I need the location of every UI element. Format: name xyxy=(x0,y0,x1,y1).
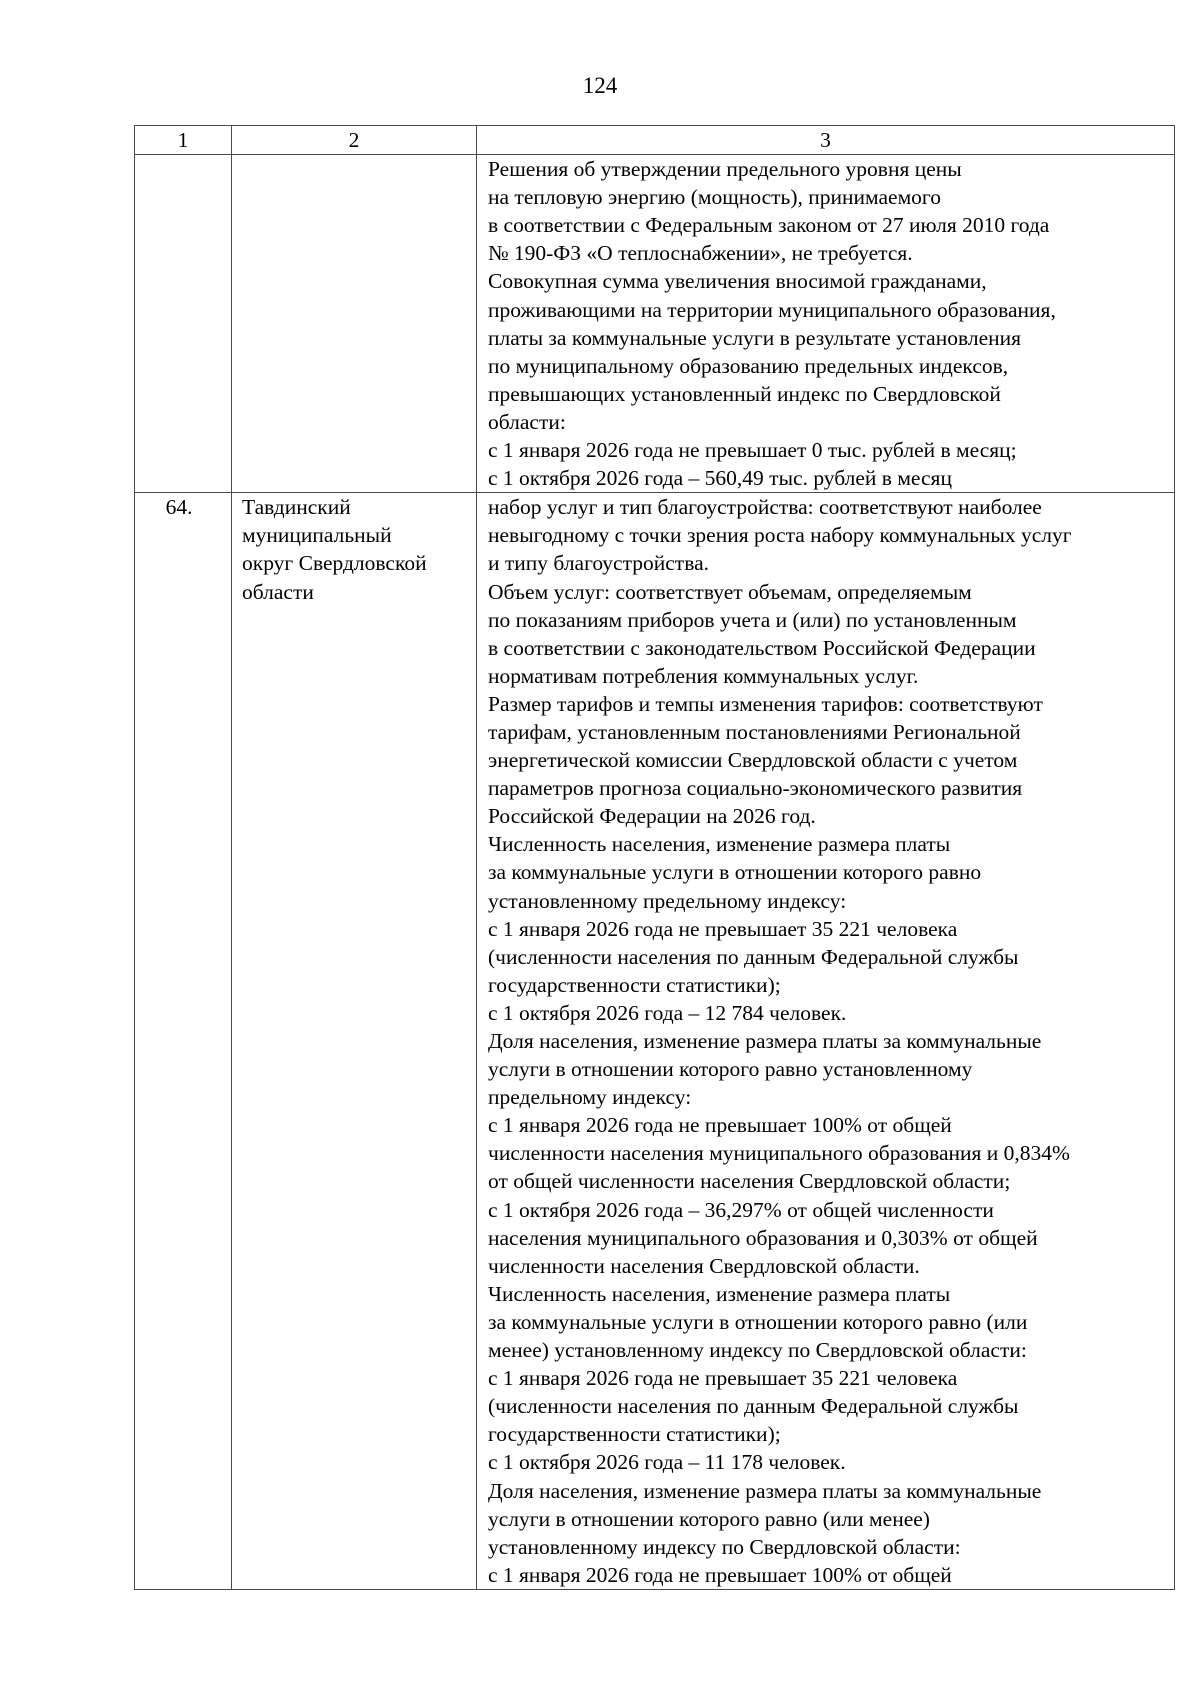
table-row xyxy=(135,493,1175,1590)
description-line: численности населения Свердловской области. xyxy=(488,1253,920,1278)
page-number: 124 xyxy=(582,73,618,98)
description-line: населения муниципального образования и 0,303% от общей xyxy=(488,1225,1038,1250)
description-line: предельному индексу: xyxy=(488,1085,692,1110)
description-line: Численность населения, изменение размера платы xyxy=(488,1281,951,1306)
municipality-name-line: округ Свердловской xyxy=(242,551,427,576)
description-line: параметров прогноза социально-экономического развития xyxy=(488,776,1023,801)
description-line: с 1 января 2026 года не превышает 100% от общей xyxy=(488,1113,952,1138)
row-description xyxy=(477,155,1175,493)
description-line: с 1 января 2026 года не превышает 0 тыс. рублей в месяц; xyxy=(488,438,1017,463)
municipality-name-line: муниципальный xyxy=(242,523,392,548)
description-line: за коммунальные услуги в отношении которого равно (или xyxy=(488,1309,1028,1334)
description-line: с 1 октября 2026 года – 12 784 человек. xyxy=(488,1000,847,1025)
description-line: Доля населения, изменение размера платы за коммунальные xyxy=(488,1029,1042,1053)
description-line: в соответствии с Федеральным законом от 27 июля 2010 года xyxy=(488,213,1050,238)
row-description xyxy=(477,493,1175,1590)
description-line: Российской Федерации на 2026 год. xyxy=(488,804,816,829)
description-line: установленному индексу по Свердловской области: xyxy=(488,1534,961,1559)
description-line: по муниципальному образованию предельных индексов, xyxy=(488,353,1009,378)
description-line: проживающими на территории муниципального образования, xyxy=(488,297,1056,322)
table-header-row xyxy=(135,126,1175,155)
description-line: с 1 октября 2026 года – 560,49 тыс. рублей в месяц xyxy=(488,466,952,491)
description-line: и типу благоустройства. xyxy=(488,551,709,576)
description-line: Размер тарифов и темпы изменения тарифов: соответствуют xyxy=(488,691,1043,716)
description-line: (численности населения по данным Федеральной службы xyxy=(488,1394,1019,1419)
description-line: с 1 октября 2026 года – 36,297% от общей численности xyxy=(488,1197,994,1222)
municipality-name xyxy=(232,493,477,1590)
description-line: услуги в отношении которого равно установленному xyxy=(488,1057,973,1082)
municipality-name xyxy=(232,155,477,493)
column-header-3: 3 xyxy=(477,126,1175,155)
description-line: Решения об утверждении предельного уровня цены xyxy=(488,157,962,182)
description-line: по показаниям приборов учета и (или) по установленным xyxy=(488,607,1017,632)
description-line: на тепловую энергию (мощность), принимаемого xyxy=(488,185,941,210)
description-line: Совокупная сумма увеличения вносимой гражданами, xyxy=(488,269,987,294)
description-line: нормативам потребления коммунальных услуг. xyxy=(488,663,919,688)
table-row xyxy=(135,155,1175,493)
description-line: превышающих установленный индекс по Свердловской xyxy=(488,381,1001,406)
description-line: численности населения муниципального образования и 0,834% xyxy=(488,1141,1070,1166)
description-line: Доля населения, изменение размера платы за коммунальные xyxy=(488,1478,1042,1503)
description-line: области: xyxy=(488,409,566,434)
description-line: менее) установленному индексу по Свердловской области: xyxy=(488,1338,1027,1363)
description-line: тарифам, установленным постановлениями Региональной xyxy=(488,719,1021,744)
description-line: государственности статистики); xyxy=(488,1422,781,1447)
description-line: Объем услуг: соответствует объемам, определяемым xyxy=(488,579,972,604)
description-line: с 1 января 2026 года не превышает 35 221 человека xyxy=(488,916,958,941)
description-line: (численности населения по данным Федеральной службы xyxy=(488,944,1019,969)
description-line: за коммунальные услуги в отношении которого равно xyxy=(488,860,982,885)
description-line: с 1 января 2026 года не превышает 35 221 человека xyxy=(488,1366,958,1391)
municipality-name-line: области xyxy=(242,579,314,604)
description-line: услуги в отношении которого равно (или менее) xyxy=(488,1506,930,1531)
row-number xyxy=(135,155,232,493)
description-line: с 1 октября 2026 года – 11 178 человек. xyxy=(488,1450,846,1475)
description-line: с 1 января 2026 года не превышает 100% от общей xyxy=(488,1562,952,1587)
description-line: Численность населения, изменение размера платы xyxy=(488,832,951,857)
description-line: установленному предельному индексу: xyxy=(488,888,847,913)
description-line: невыгодному с точки зрения роста набору коммунальных услуг xyxy=(488,523,1072,548)
description-line: энергетической комиссии Свердловской области с учетом xyxy=(488,748,1018,773)
column-header-2: 2 xyxy=(232,126,477,155)
description-line: в соответствии с законодательством Российской Федерации xyxy=(488,635,1036,660)
row-number: 64. xyxy=(135,493,232,1590)
description-line: государственности статистики); xyxy=(488,972,781,997)
description-line: № 190-ФЗ «О теплоснабжении», не требуется. xyxy=(488,241,913,266)
description-line: платы за коммунальные услуги в результате установления xyxy=(488,325,1022,350)
description-line: набор услуг и тип благоустройства: соответствуют наиболее xyxy=(488,495,1042,520)
column-header-1: 1 xyxy=(135,126,232,155)
data-table xyxy=(134,125,1175,1590)
description-line: от общей численности населения Свердловской области; xyxy=(488,1169,1011,1194)
municipality-name-line: Тавдинский xyxy=(242,495,351,520)
